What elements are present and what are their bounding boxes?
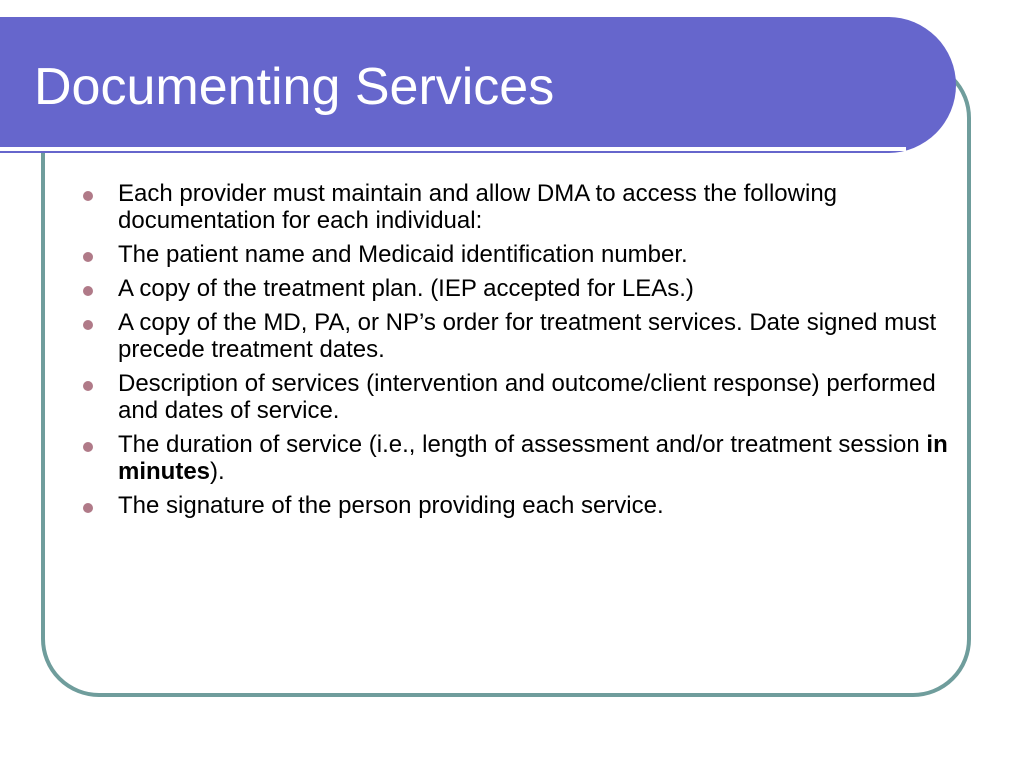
bullet-item-access-documentation — [80, 180, 950, 234]
bullet-text: Description of services (intervention and outcome/client response) performed and dates of service. — [118, 370, 936, 424]
bullet-text-bold: in minutes — [118, 431, 948, 485]
bullet-text-after: ). — [210, 458, 225, 485]
bullet-dot-icon — [83, 381, 93, 391]
bullet-dot-icon — [83, 191, 93, 201]
bullet-dot-icon — [83, 442, 93, 452]
bullet-text: Each provider must maintain and allow DMA to access the following documentation for each individual: — [118, 180, 838, 234]
bullet-item-signature — [80, 492, 950, 519]
bullet-item-description-of-services — [80, 370, 950, 424]
bullet-text: The signature of the person providing each service. — [118, 492, 664, 519]
bullet-text: A copy of the treatment plan. (IEP accepted for LEAs.) — [118, 275, 694, 302]
bullet-text-before: The duration of service (i.e., length of assessment and/or treatment session — [118, 431, 927, 458]
bullet-text: A copy of the MD, PA, or NP’s order for treatment services. Date signed must precede treatment dates. — [118, 309, 937, 363]
bullet-item-duration-of-service — [80, 431, 950, 485]
bullet-dot-icon — [83, 320, 93, 330]
bullet-dot-icon — [83, 252, 93, 262]
bullet-dot-icon — [83, 286, 93, 296]
title-underline — [0, 147, 906, 151]
bullet-item-treatment-plan — [80, 275, 950, 302]
bullet-item-patient-name — [80, 241, 950, 268]
bullet-dot-icon — [83, 503, 93, 513]
bullet-text — [118, 431, 948, 485]
bullet-list — [80, 180, 950, 526]
bullet-text: The patient name and Medicaid identification number. — [118, 241, 688, 268]
slide-title: Documenting Services — [34, 58, 555, 116]
bullet-item-treatment-order — [80, 309, 950, 363]
title-bar — [0, 17, 956, 153]
